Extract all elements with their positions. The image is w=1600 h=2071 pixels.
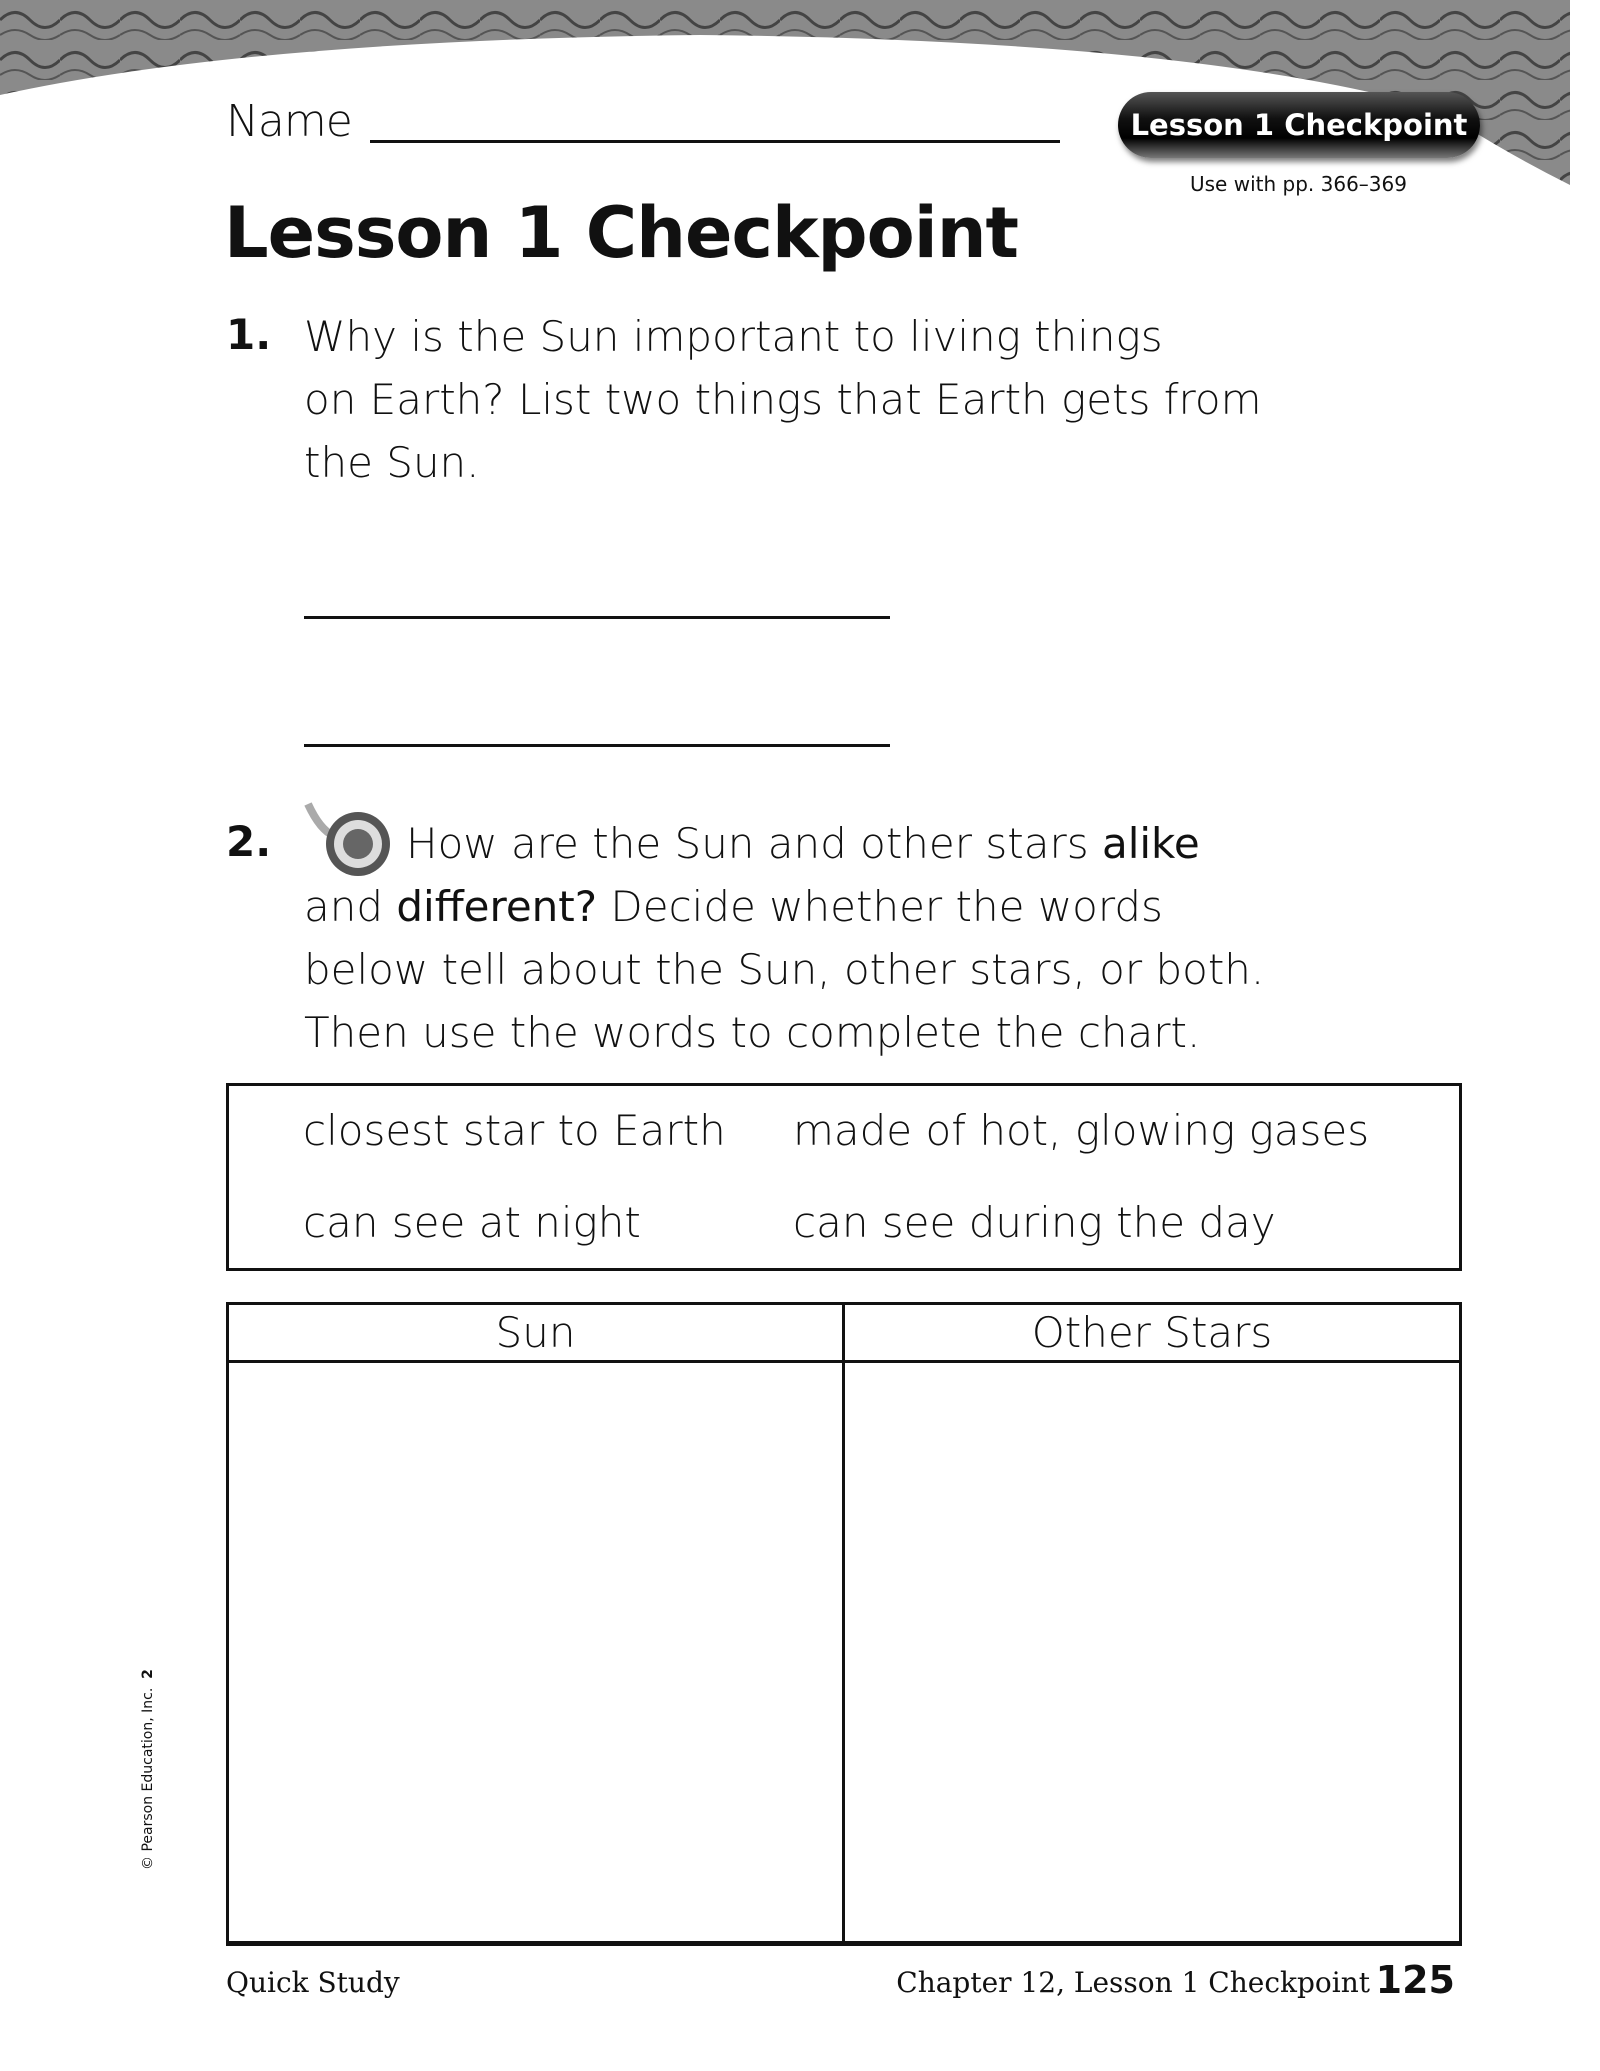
question-2-number: 2. <box>226 817 272 866</box>
footer-book-title: Quick Study <box>226 1966 400 1999</box>
question-1-number: 1. <box>226 310 272 359</box>
page-number: 125 <box>1375 1958 1455 2002</box>
chart-header-sun: Sun <box>229 1305 842 1363</box>
page-title: Lesson 1 Checkpoint <box>224 192 1018 274</box>
question-2-line2: and different? Decide whether the words <box>304 882 1163 931</box>
word-bank-item[interactable]: closest star to Earth <box>303 1106 726 1155</box>
emphasis-different: different? <box>396 882 598 931</box>
target-icon <box>302 800 394 880</box>
sort-chart <box>226 1302 1462 1946</box>
page-reference: Use with pp. 366–369 <box>1190 172 1407 196</box>
question-2-line1: How are the Sun and other stars alike <box>406 819 1200 868</box>
chart-header-other-stars: Other Stars <box>845 1305 1459 1363</box>
word-bank <box>226 1083 1462 1271</box>
word-bank-item[interactable]: can see at night <box>303 1198 641 1247</box>
question-1-line: on Earth? List two things that Earth gets from <box>304 375 1262 424</box>
copyright-notice: © Pearson Education, Inc. 2 <box>140 1669 156 1870</box>
question-1-text <box>304 305 1262 494</box>
footer-chapter: Chapter 12, Lesson 1 Checkpoint <box>896 1966 1370 1999</box>
question-1-line: Why is the Sun important to living things <box>304 312 1163 361</box>
name-input-line[interactable] <box>370 140 1060 143</box>
question-2-line3: below tell about the Sun, other stars, or both. <box>304 945 1265 994</box>
emphasis-alike: alike <box>1101 819 1200 868</box>
word-bank-item[interactable]: made of hot, glowing gases <box>793 1106 1370 1155</box>
chart-cell-sun[interactable] <box>229 1363 842 1941</box>
question-1-line: the Sun. <box>304 438 480 487</box>
chart-cell-other-stars[interactable] <box>845 1363 1459 1941</box>
question-2-line4: Then use the words to complete the chart. <box>304 1008 1201 1057</box>
name-label: Name <box>226 96 352 147</box>
answer-line-1[interactable] <box>304 616 890 619</box>
lesson-badge: Lesson 1 Checkpoint <box>1118 92 1480 158</box>
word-bank-item[interactable]: can see during the day <box>793 1198 1276 1247</box>
answer-line-2[interactable] <box>304 744 890 747</box>
